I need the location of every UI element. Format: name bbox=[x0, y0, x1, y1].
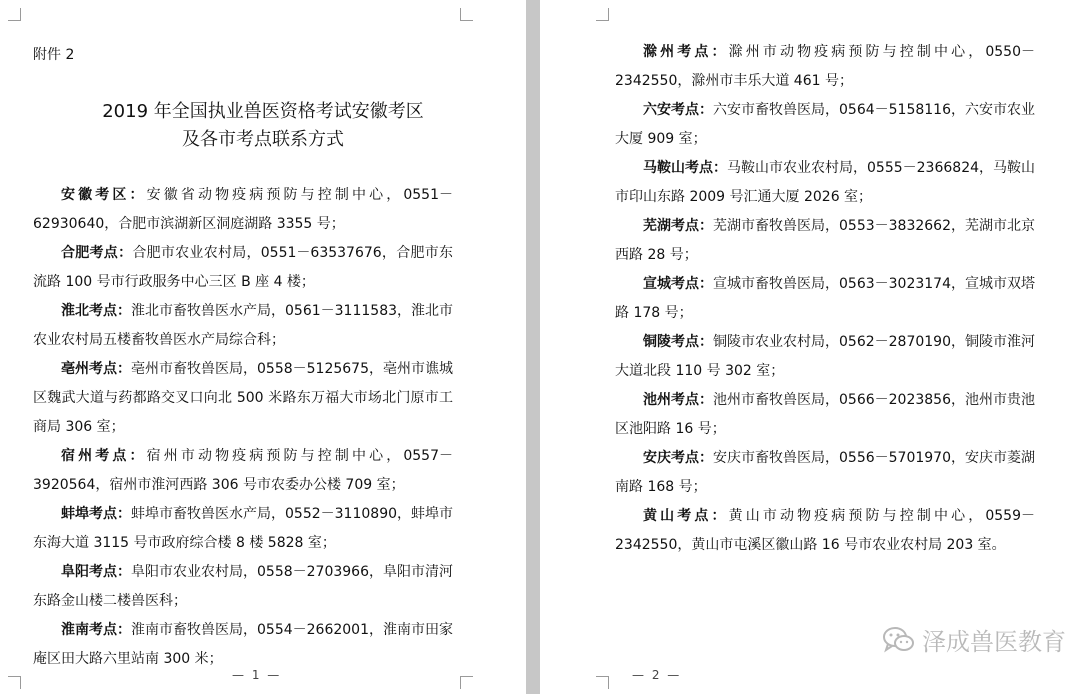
exam-site-entry bbox=[615, 270, 1035, 328]
exam-site-name: 滁州考点： bbox=[643, 44, 729, 60]
exam-site-entry bbox=[615, 96, 1035, 154]
exam-site-contact: 芜湖市畜牧兽医局，0553－3832662，芜湖市北京西路 28 号； bbox=[615, 218, 1036, 263]
exam-site-name: 宿州考点： bbox=[61, 448, 147, 464]
exam-site-name: 黄山考点： bbox=[643, 508, 729, 524]
crop-mark bbox=[8, 8, 21, 21]
page-number: — 2 — bbox=[632, 668, 682, 682]
exam-site-name: 亳州考点： bbox=[61, 361, 132, 377]
watermark-text: 泽成兽医教育 bbox=[922, 628, 1066, 656]
exam-site-name: 淮南考点： bbox=[61, 622, 132, 638]
exam-site-entry bbox=[615, 38, 1035, 96]
exam-site-entry bbox=[33, 355, 453, 442]
exam-site-name: 铜陵考点： bbox=[643, 334, 714, 350]
document-page-1 bbox=[0, 0, 526, 694]
exam-site-name: 芜湖考点： bbox=[643, 218, 714, 234]
exam-site-name: 安庆考点： bbox=[643, 450, 714, 466]
exam-site-entry bbox=[615, 444, 1035, 502]
exam-site-contact: 六安市畜牧兽医局，0564－5158116，六安市农业大厦 909 室； bbox=[615, 102, 1036, 147]
exam-site-contact: 宿州市动物疫病预防与控制中心，0557－3920564，宿州市淮河西路 306 号市农委办公楼 709 室； bbox=[33, 448, 453, 493]
exam-site-entry bbox=[33, 239, 453, 297]
exam-site-contact: 安徽省动物疫病预防与控制中心，0551－62930640，合肥市滨湖新区洞庭湖路 3355 号； bbox=[33, 187, 453, 232]
watermark bbox=[882, 622, 1066, 657]
exam-site-contact: 马鞍山市农业农村局，0555－2366824，马鞍山市印山东路 2009 号汇通大厦 2026 室； bbox=[615, 160, 1036, 205]
exam-site-entry bbox=[33, 616, 453, 674]
exam-site-list bbox=[615, 38, 1035, 560]
exam-site-contact: 黄山市动物疫病预防与控制中心，0559－2342550，黄山市屯溪区徽山路 16 号市农业农村局 203 室。 bbox=[615, 508, 1035, 553]
exam-site-entry bbox=[33, 181, 453, 239]
exam-site-contact: 宣城市畜牧兽医局，0563－3023174，宣城市双塔路 178 号； bbox=[615, 276, 1036, 321]
exam-site-contact: 淮南市畜牧兽医局，0554－2662001，淮南市田家庵区田大路六里站南 300 米； bbox=[33, 622, 454, 667]
document-title-line1: 2019 年全国执业兽医资格考试安徽考区 bbox=[102, 101, 424, 122]
exam-site-name: 蚌埠考点： bbox=[61, 506, 132, 522]
exam-site-contact: 阜阳市农业农村局，0558－2703966，阜阳市清河东路金山楼二楼兽医科； bbox=[33, 564, 454, 609]
document-page-2 bbox=[540, 0, 1080, 694]
exam-site-contact: 安庆市畜牧兽医局，0556－5701970，安庆市菱湖南路 168 号； bbox=[615, 450, 1036, 495]
exam-site-entry bbox=[615, 386, 1035, 444]
crop-mark bbox=[8, 676, 21, 689]
exam-site-entry bbox=[33, 442, 453, 500]
crop-mark bbox=[596, 8, 609, 21]
exam-site-contact: 池州市畜牧兽医局，0566－2023856，池州市贵池区池阳路 16 号； bbox=[615, 392, 1036, 437]
exam-site-contact: 铜陵市农业农村局，0562－2870190，铜陵市淮河大道北段 110 号 302 室； bbox=[615, 334, 1036, 379]
exam-site-name: 阜阳考点： bbox=[61, 564, 132, 580]
attachment-label: 附件 2 bbox=[33, 47, 75, 63]
exam-site-contact: 淮北市畜牧兽医水产局，0561－3111583，淮北市农业农村局五楼畜牧兽医水产局综合科； bbox=[33, 303, 454, 348]
exam-site-contact: 滁州市动物疫病预防与控制中心，0550－2342550，滁州市丰乐大道 461 号； bbox=[615, 44, 1035, 89]
exam-site-name: 马鞍山考点： bbox=[643, 160, 728, 176]
exam-site-name: 池州考点： bbox=[643, 392, 714, 408]
exam-site-name: 宣城考点： bbox=[643, 276, 714, 292]
exam-site-entry bbox=[615, 328, 1035, 386]
exam-site-contact: 蚌埠市畜牧兽医水产局，0552－3110890，蚌埠市东海大道 3115 号市政府综合楼 8 楼 5828 室； bbox=[33, 506, 454, 551]
exam-site-entry bbox=[615, 502, 1035, 560]
exam-site-name: 安徽考区： bbox=[61, 187, 147, 203]
exam-site-name: 淮北考点： bbox=[61, 303, 132, 319]
exam-site-list bbox=[33, 181, 453, 674]
page-number: — 1 — bbox=[232, 668, 282, 682]
crop-mark bbox=[460, 8, 473, 21]
exam-site-contact: 亳州市畜牧兽医局，0558－5125675，亳州市谯城区魏武大道与药都路交叉口向北 500 米路东万福大市场北门原市工商局 306 室； bbox=[33, 361, 454, 435]
crop-mark bbox=[596, 676, 609, 689]
exam-site-contact: 合肥市农业农村局，0551－63537676，合肥市东流路 100 号市行政服务中心三区 B 座 4 楼； bbox=[33, 245, 454, 290]
exam-site-entry bbox=[615, 154, 1035, 212]
crop-mark bbox=[460, 676, 473, 689]
exam-site-name: 六安考点： bbox=[643, 102, 714, 118]
page-gutter bbox=[526, 0, 540, 694]
exam-site-entry bbox=[33, 297, 453, 355]
exam-site-entry bbox=[615, 212, 1035, 270]
exam-site-entry bbox=[33, 500, 453, 558]
wechat-icon bbox=[882, 625, 916, 655]
exam-site-name: 合肥考点： bbox=[61, 245, 133, 261]
document-title-line2: 及各市考点联系方式 bbox=[182, 129, 344, 150]
exam-site-entry bbox=[33, 558, 453, 616]
